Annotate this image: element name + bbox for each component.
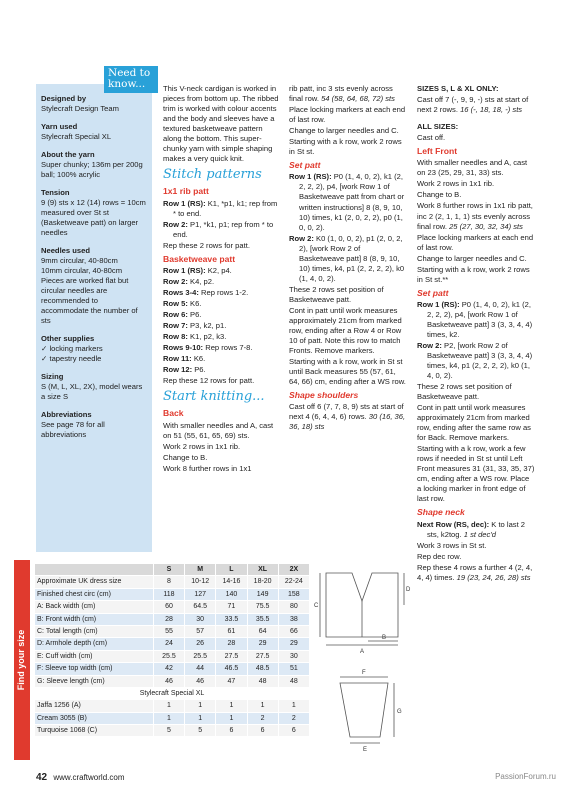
watermark: PassionForum.ru <box>495 772 556 781</box>
all-sizes-heading: ALL SIZES: <box>417 122 459 132</box>
table-cell: 30 <box>278 650 309 662</box>
table-row-label: A: Back width (cm) <box>35 601 154 613</box>
intro-text: This V-neck cardigan is worked in pieces from bottom up. The ribbed trim is worked with colour accents and the body and sleeves have a textured basketweave pattern along the bottom. This super-chunky yarn with simple shaping makes a very quick knit. <box>163 84 279 164</box>
table-cell: 2 <box>247 712 278 724</box>
table-cell: 44 <box>185 663 216 675</box>
left-front-text: Work 8 further rows in 1x1 rib patt, inc 2 (2, 1, 1, 1) sts evenly across final row. 25 (27, 30, 32, 34) sts <box>417 201 533 231</box>
table-cell: 28 <box>216 638 247 650</box>
sleeve-outline <box>340 683 388 737</box>
bw-row: Row 11: K6. <box>163 354 206 364</box>
table-cell: 1 <box>278 700 309 712</box>
back-text: With smaller needles and A, cast on 51 (55, 61, 65, 69) sts. <box>163 420 274 440</box>
table-cell: 46.5 <box>216 663 247 675</box>
table-cell: 61 <box>216 625 247 637</box>
table-cell: 28 <box>153 613 184 625</box>
table-cell: 158 <box>278 588 309 600</box>
table-cell: 48.5 <box>247 663 278 675</box>
table-row-label: Finished chest circ (cm) <box>35 588 154 600</box>
table-row-label: F: Sleeve top width (cm) <box>35 663 154 675</box>
tension-text: 9 (9) sts x 12 (14) rows = 10cm measured over St st (Basketweave patt) on larger needles <box>41 198 146 238</box>
label-c: C <box>314 603 319 609</box>
designed-by-heading: Designed by <box>41 94 87 103</box>
table-row-label: Turquoise 1068 (C) <box>35 725 154 737</box>
bw-row: Row 8: K1, p2, k3. <box>163 332 227 342</box>
table-cell: 42 <box>153 663 184 675</box>
shape-neck-text: Rep these 4 rows a further 4 (2, 4, 4, 4) times. 19 (23, 24, 26, 28) sts <box>417 562 533 582</box>
left-front-text: Change to B. <box>417 190 462 200</box>
table-cell: 26 <box>185 638 216 650</box>
set-patt-heading: Set patt <box>289 160 321 171</box>
table-cell: 1 <box>216 712 247 724</box>
set-patt-row-2: Row 2: K0 (1, 0, 0, 2), p1 (2, 0, 2, 2), [work Row 2 of Basketweave patt] 8 (8, 9, 10, 10) times, k4, p1 (2, 2, 2, 2), k0 (1, 4, 0, 2). <box>289 233 405 283</box>
table-row <box>35 576 310 588</box>
table-cell: 1 <box>247 700 278 712</box>
table-row-label: D: Armhole depth (cm) <box>35 638 154 650</box>
rib-patt-heading: 1x1 rib patt <box>163 186 209 197</box>
back-heading: Back <box>163 408 184 419</box>
table-cell: 75.5 <box>247 601 278 613</box>
yarn-title-row <box>35 687 310 699</box>
yarn-used-heading: Yarn used <box>41 122 78 132</box>
table-cell: 48 <box>278 675 309 687</box>
table-row-label: G: Sleeve length (cm) <box>35 675 154 687</box>
left-front-text: Change to larger needles and C. <box>417 253 527 263</box>
table-row <box>35 601 310 613</box>
left-front-text: With smaller needles and A, cast on 23 (25, 29, 31, 33) sts. <box>417 158 528 178</box>
table-cell: 29 <box>278 638 309 650</box>
set-patt-row-2: Row 2: P2, [work Row 2 of Basketweave patt] 3 (3, 3, 4, 4) times, k4, p1 (2, 2, 2, 2), k0 (1, 4, 0, 2). <box>417 341 533 381</box>
set-patt-row-1: Row 1 (RS): P0 (1, 4, 0, 2), k1 (2, 2, 2, 2), p4, [work Row 1 of Basketweave patt from chart or written instructions] 8 (8, 9, 10, 10) times, k1 (2, 0, 2, 2), p0 (1, 0, 0, 2). <box>289 172 405 232</box>
table-cell: 18-20 <box>247 576 278 588</box>
table-cell: 1 <box>216 700 247 712</box>
table-cell: 6 <box>278 725 309 737</box>
sizes-text: Cast off 7 (-, 9, 9, -) sts at start of next 2 rows. 16 (-, 18, 18, -) sts <box>417 95 529 115</box>
table-row <box>35 625 310 637</box>
table-cell: 30 <box>185 613 216 625</box>
basketweave-heading: Basketweave patt <box>163 253 236 264</box>
rib-repeat: Rep these 2 rows for patt. <box>163 240 250 250</box>
table-row <box>35 564 310 576</box>
table-row-label: E: Cuff width (cm) <box>35 650 154 662</box>
abbreviations-heading: Abbreviations <box>41 410 92 420</box>
table-cell: 2X <box>278 564 309 576</box>
pattern-column-1 <box>163 84 281 475</box>
need-to-know-panel <box>36 84 152 552</box>
table-cell: 33.5 <box>216 613 247 625</box>
table-cell: 64 <box>247 625 278 637</box>
bw-row: Rows 9-10: Rep rows 7-8. <box>163 343 253 353</box>
sizing-heading: Sizing <box>41 372 64 382</box>
label-e: E <box>363 747 368 753</box>
table-cell: 5 <box>185 725 216 737</box>
set-patt-text: Cont in patt until work measures approximately 21cm from marked row, ending after the same row as for Back. Remove markers. <box>417 403 531 443</box>
bw-row: Rows 3-4: Rep rows 1-2. <box>163 288 249 298</box>
table-cell: 140 <box>216 588 247 600</box>
about-yarn-heading: About the yarn <box>41 150 95 160</box>
table-row-label: B: Front width (cm) <box>35 613 154 625</box>
set-patt-heading: Set patt <box>417 287 449 298</box>
table-row <box>35 663 310 675</box>
left-front-text: Place locking markers at each end of last row. <box>417 232 534 252</box>
table-cell: 25.5 <box>185 650 216 662</box>
table-cell: 14-16 <box>216 576 247 588</box>
stitch-patterns-heading: Stitch patterns <box>163 167 262 183</box>
needles-heading: Needles used <box>41 246 90 256</box>
table-cell: 2 <box>278 712 309 724</box>
left-front-text: Work 2 rows in 1x1 rib. <box>417 179 495 189</box>
size-table <box>34 563 310 737</box>
table-cell: 149 <box>247 588 278 600</box>
bw-row: Row 7: P3, k2, p1. <box>163 321 227 331</box>
set-patt-text: These 2 rows set position of Basketweave patt. <box>417 382 512 402</box>
abbreviations-text: See page 78 for all abbreviations <box>41 420 105 440</box>
table-cell: 127 <box>185 588 216 600</box>
set-patt-row-1: Row 1 (RS): P0 (1, 4, 0, 2), k1 (2, 2, 2, 2), p4, [work Row 1 of Basketweave patt] 3 (3, 3, 4, 4) times, k2. <box>417 299 533 339</box>
back-text: Work 8 further rows in 1x1 <box>163 463 252 473</box>
tension-heading: Tension <box>41 188 70 198</box>
table-cell: XL <box>247 564 278 576</box>
all-sizes-text: Cast off. <box>417 133 446 143</box>
bw-row: Row 12: P6. <box>163 365 206 375</box>
table-cell: 8 <box>153 576 184 588</box>
needles-text-1: 9mm circular, 40-80cm <box>41 256 118 266</box>
table-cell: 1 <box>185 700 216 712</box>
needles-text-3: Pieces are worked flat but circular needles are recommended to accommodate the number of sts <box>41 276 138 326</box>
table-cell: 29 <box>247 638 278 650</box>
table-cell: L <box>216 564 247 576</box>
table-cell: 25.5 <box>153 650 184 662</box>
bw-row: Row 5: K6. <box>163 299 202 309</box>
table-row <box>35 712 310 724</box>
table-cell: 57 <box>185 625 216 637</box>
table-row-label <box>35 564 154 576</box>
start-knitting-heading: Start knitting... <box>163 389 265 405</box>
table-cell: 24 <box>153 638 184 650</box>
table-cell: 6 <box>216 725 247 737</box>
yarn-used-text: Stylecraft Special XL <box>41 132 112 142</box>
table-row <box>35 613 310 625</box>
designed-by-text: Stylecraft Design Team <box>41 104 119 114</box>
table-cell: 10-12 <box>185 576 216 588</box>
table-cell: 35.5 <box>247 613 278 625</box>
table-cell: 5 <box>153 725 184 737</box>
page-footer <box>36 771 124 784</box>
table-cell: 1 <box>153 712 184 724</box>
needles-text-2: 10mm circular, 40-80cm <box>41 266 123 276</box>
site-url[interactable]: www.craftworld.com <box>53 773 125 782</box>
sizes-heading: SIZES S, L & XL ONLY: <box>417 84 499 93</box>
table-cell: 1 <box>153 700 184 712</box>
set-patt-text: Starting with a k row, work in St st until Back measures 55 (57, 61, 64, 66) cm, ending after a WS row. <box>289 356 406 386</box>
set-patt-text: Cont in patt until work measures approximately 21cm from marked row, ending after a Row 4 or Row 10 of patt. Note this row to match Fronts. Remove markers. <box>289 305 402 355</box>
supplies-heading: Other supplies <box>41 334 95 344</box>
rib-row-1: Row 1 (RS): K1, *p1, k1; rep from * to end. <box>163 198 278 218</box>
shape-neck-row: Next Row (RS, dec): K to last 2 sts, k2tog. 1 st dec'd <box>417 519 526 539</box>
label-b: B <box>382 635 387 641</box>
back-text-cont: Change to larger needles and C. <box>289 126 399 136</box>
table-cell: 46 <box>153 675 184 687</box>
supply-item: ✓ tapestry needle <box>41 354 102 364</box>
table-cell: 6 <box>247 725 278 737</box>
table-row <box>35 650 310 662</box>
label-f: F <box>362 670 366 676</box>
table-row <box>35 588 310 600</box>
bw-row: Row 1 (RS): K2, p4. <box>163 266 232 276</box>
table-cell: 47 <box>216 675 247 687</box>
back-text: Change to B. <box>163 452 208 462</box>
garment-schematic <box>312 565 412 765</box>
page-number: 42 <box>36 772 48 783</box>
table-cell: 64.5 <box>185 601 216 613</box>
table-cell: 38 <box>278 613 309 625</box>
table-row-label: C: Total length (cm) <box>35 625 154 637</box>
table-cell: 48 <box>247 675 278 687</box>
table-cell: S <box>153 564 184 576</box>
table-cell: M <box>185 564 216 576</box>
set-patt-text: Starting with a k row, work a few rows if needed in St st until Left Front measures 31 (31, 33, 35, 37) cm, ending after a WS row. Place a locking marker in front edge of last row. <box>417 444 535 504</box>
bw-repeat: Rep these 12 rows for patt. <box>163 376 255 386</box>
back-text-cont: Starting with a k row, work 2 rows in St st. <box>289 137 402 157</box>
label-d: D <box>406 587 411 593</box>
back-text: Work 2 rows in 1x1 rib. <box>163 441 241 451</box>
table-row-label: Jaffa 1256 (A) <box>35 700 154 712</box>
shape-neck-text: Rep dec row. <box>417 551 462 561</box>
about-yarn-text: Super chunky; 136m per 200g ball; 100% acrylic <box>41 160 143 180</box>
shape-neck-text: Work 3 rows in St st. <box>417 540 487 550</box>
shape-shoulders-text: Cast off 6 (7, 7, 8, 9) sts at start of next 4 (6, 4, 4, 6) rows. 30 (16, 36, 36, 18) sts <box>289 402 406 432</box>
table-cell: 80 <box>278 601 309 613</box>
bw-row: Row 6: P6. <box>163 310 202 320</box>
table-cell: 66 <box>278 625 309 637</box>
find-your-size-label: Find your size <box>16 629 27 691</box>
left-front-heading: Left Front <box>417 146 458 157</box>
table-cell: 60 <box>153 601 184 613</box>
back-text-cont: Place locking markers at each end of last row. <box>289 105 406 125</box>
table-row-label: Approximate UK dress size <box>35 576 154 588</box>
table-row <box>35 675 310 687</box>
rib-row-2: Row 2: P1, *k1, p1; rep from * to end. <box>163 219 274 239</box>
table-cell: 1 <box>185 712 216 724</box>
need-to-know-badge: Need to know... <box>104 66 158 93</box>
table-cell: 27.5 <box>216 650 247 662</box>
left-front-text: Starting with a k row, work 2 rows in St st.** <box>417 264 530 284</box>
pattern-column-2 <box>289 84 407 433</box>
table-row <box>35 700 310 712</box>
sizing-text: S (M, L, XL, 2X), model wears a size S <box>41 382 143 402</box>
table-cell: 71 <box>216 601 247 613</box>
set-patt-text: These 2 rows set position of Basketweave patt. <box>289 284 384 304</box>
table-cell: 46 <box>185 675 216 687</box>
yarn-title: Stylecraft Special XL <box>35 687 310 699</box>
supply-item: ✓ locking markers <box>41 344 103 354</box>
table-cell: 118 <box>153 588 184 600</box>
bw-row: Row 2: K4, p2. <box>163 277 215 287</box>
label-g: G <box>397 709 402 715</box>
table-cell: 27.5 <box>247 650 278 662</box>
shape-shoulders-heading: Shape shoulders <box>289 389 359 400</box>
table-row-label: Cream 3055 (B) <box>35 712 154 724</box>
shape-neck-heading: Shape neck <box>417 507 465 518</box>
table-cell: 55 <box>153 625 184 637</box>
table-cell: 22-24 <box>278 576 309 588</box>
back-text-cont: rib patt, inc 3 sts evenly across final row. 54 (58, 64, 68, 72) sts <box>289 84 395 104</box>
table-cell: 51 <box>278 663 309 675</box>
pattern-column-3 <box>417 84 535 584</box>
table-row <box>35 638 310 650</box>
table-row <box>35 725 310 737</box>
label-a: A <box>360 649 365 655</box>
